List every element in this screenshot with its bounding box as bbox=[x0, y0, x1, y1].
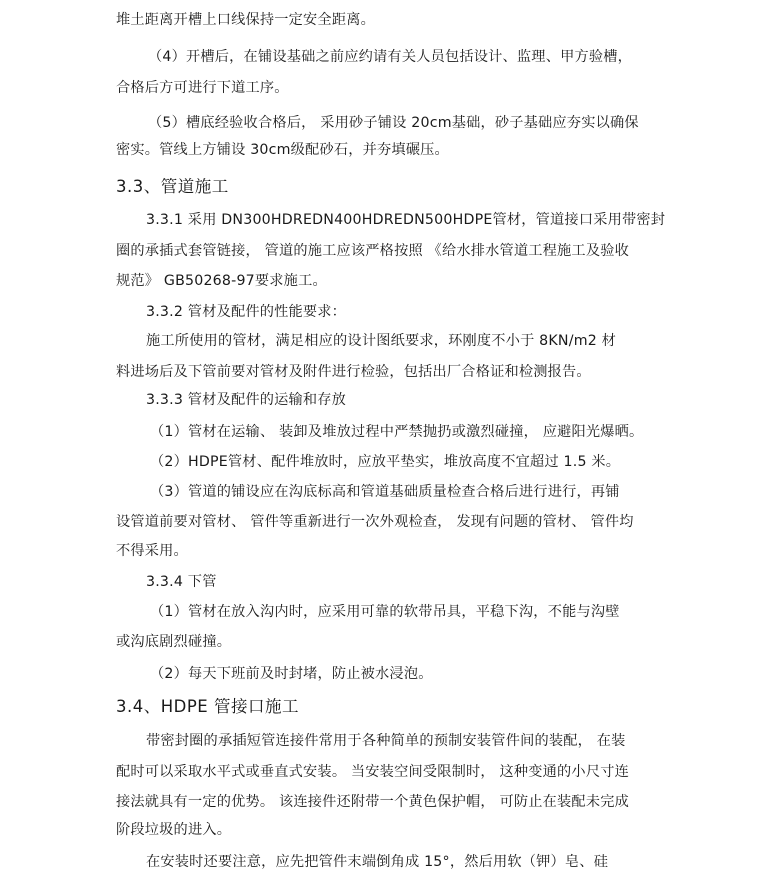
text-line: 或沟底剧烈碰撞。 bbox=[116, 634, 232, 650]
text-line: 3.3.3 管材及配件的运输和存放 bbox=[146, 392, 347, 408]
text-line: 规范》 GB50268-97要求施工。 bbox=[116, 273, 327, 289]
text-line: 不得采用。 bbox=[116, 543, 188, 559]
text-line: 配时可以采取水平式或垂直式安装。 当安装空间受限制时， 这种变通的小尺寸连 bbox=[116, 764, 629, 780]
section-heading: 3.4、HDPE 管接口施工 bbox=[116, 697, 299, 716]
text-line: （5）槽底经验收合格后， 采用砂子铺设 20cm基础，砂子基础应夯实以确保 bbox=[148, 115, 639, 131]
text-line: 料进场后及下管前要对管材及附件进行检验，包括出厂合格证和检测报告。 bbox=[116, 364, 591, 380]
text-line: 带密封圈的承插短管连接件常用于各种简单的预制安装管件间的装配， 在装 bbox=[146, 733, 626, 749]
text-line: 3.3.2 管材及配件的性能要求： bbox=[146, 304, 347, 320]
text-line: 密实。管线上方铺设 30cm级配砂石，并夯填碾压。 bbox=[116, 142, 449, 158]
text-line: （2）每天下班前及时封堵，防止被水浸泡。 bbox=[150, 666, 433, 682]
text-line: 3.3.1 采用 DN300HDREDN400HDREDN500HDPE管材，管道接口采用带密封 bbox=[146, 212, 666, 228]
text-line: 施工所使用的管材，满足相应的设计图纸要求，环刚度不小于 8KN/m2 材 bbox=[146, 333, 617, 349]
text-line: 阶段垃圾的进入。 bbox=[116, 822, 232, 838]
text-line: （3）管道的铺设应在沟底标高和管道基础质量检查合格后进行进行，再铺 bbox=[150, 484, 620, 500]
text-line: 设管道前要对管材、 管件等重新进行一次外观检查， 发现有问题的管材、 管件均 bbox=[116, 514, 634, 530]
text-line: （2）HDPE管材、配件堆放时，应放平垫实，堆放高度不宜超过 1.5 米。 bbox=[150, 454, 621, 470]
text-line: （1）管材在运输、 装卸及堆放过程中严禁抛扔或激烈碰撞， 应避阳光爆晒。 bbox=[150, 424, 644, 440]
text-line: 在安装时还要注意，应先把管件末端倒角成 15°，然后用软（钾）皂、硅 bbox=[146, 854, 609, 870]
text-line: （1）管材在放入沟内时，应采用可靠的软带吊具，平稳下沟，不能与沟壁 bbox=[150, 604, 620, 620]
section-heading: 3.3、管道施工 bbox=[116, 177, 229, 196]
text-line: 3.3.4 下管 bbox=[146, 574, 217, 590]
text-line: （4）开槽后，在铺设基础之前应约请有关人员包括设计、监理、甲方验槽， bbox=[148, 49, 633, 65]
text-line: 堆土距离开槽上口线保持一定安全距离。 bbox=[116, 12, 375, 28]
text-line: 圈的承插式套管链接， 管道的施工应该严格按照 《给水排水管道工程施工及验收 bbox=[116, 243, 629, 259]
text-line: 接法就具有一定的优势。 该连接件还附带一个黄色保护帽， 可防止在装配未完成 bbox=[116, 794, 629, 810]
text-line: 合格后方可进行下道工序。 bbox=[116, 80, 289, 96]
